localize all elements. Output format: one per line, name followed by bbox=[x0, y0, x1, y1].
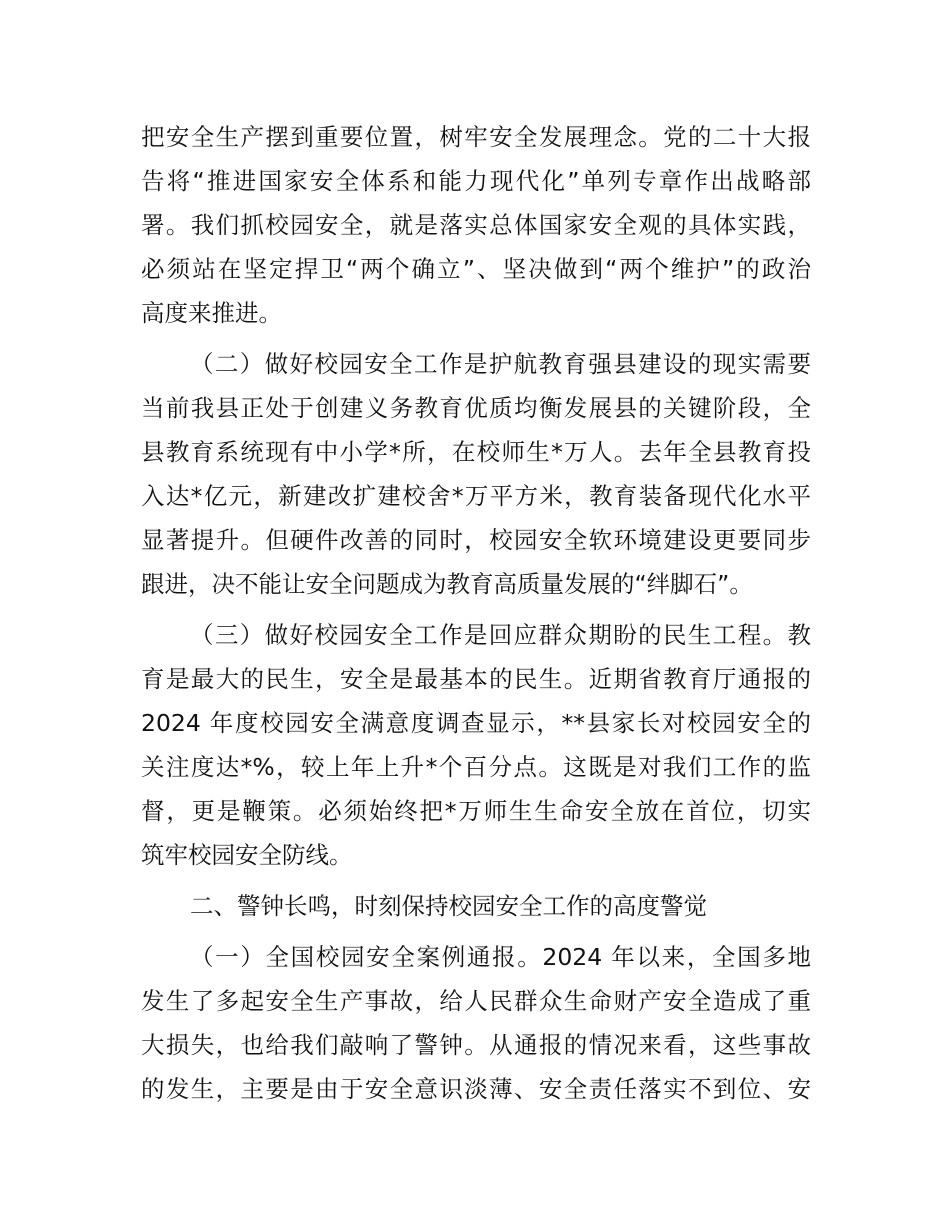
text-line: 2024 年度校园安全满意度调查显示，**县家长对校园安全的 bbox=[141, 709, 811, 737]
subheading-line: （三）做好校园安全工作是回应群众期盼的民生工程。教 bbox=[190, 621, 811, 649]
text-line: 督，更是鞭策。必须始终把*万师生生命安全放在首位，切实 bbox=[141, 797, 811, 825]
text-line: 告将“推进国家安全体系和能力现代化”单列专章作出战略部 bbox=[141, 167, 811, 195]
text-line: 县教育系统现有中小学*所，在校师生*万人。去年全县教育投 bbox=[141, 438, 811, 466]
text-line: 高度来推进。 bbox=[141, 299, 282, 327]
section-heading: 二、警钟长鸣，时刻保持校园安全工作的高度警觉 bbox=[190, 892, 707, 920]
text-line: 把安全生产摆到重要位置，树牢安全发展理念。党的二十大报 bbox=[141, 123, 811, 151]
text-line: 大损失，也给我们敲响了警钟。从通报的情况来看，这些事故 bbox=[141, 1031, 811, 1059]
text-line: 入达*亿元，新建改扩建校舍*万平方米，教育装备现代化水平 bbox=[141, 482, 811, 510]
text-line: 署。我们抓校园安全，就是落实总体国家安全观的具体实践， bbox=[141, 211, 811, 239]
text-line: 关注度达*%，较上年上升*个百分点。这既是对我们工作的监 bbox=[141, 753, 811, 781]
text-line: 筑牢校园安全防线。 bbox=[141, 841, 353, 869]
text-line: 跟进，决不能让安全问题成为教育高质量发展的“绊脚石”。 bbox=[141, 570, 753, 598]
text-line: 当前我县正处于创建义务教育优质均衡发展县的关键阶段，全 bbox=[141, 394, 811, 422]
subheading-line: （二）做好校园安全工作是护航教育强县建设的现实需要 bbox=[190, 350, 811, 378]
text-line: 必须站在坚定捍卫“两个确立”、坚决做到“两个维护”的政治 bbox=[141, 255, 811, 283]
text-line: 育是最大的民生，安全是最基本的民生。近期省教育厅通报的 bbox=[141, 665, 811, 693]
subheading-line: （一）全国校园安全案例通报。2024 年以来，全国多地 bbox=[190, 943, 811, 971]
text-line: 的发生，主要是由于安全意识淡薄、安全责任落实不到位、安 bbox=[141, 1075, 811, 1103]
text-line: 发生了多起安全生产事故，给人民群众生命财产安全造成了重 bbox=[141, 987, 811, 1015]
text-line: 显著提升。但硬件改善的同时，校园安全软环境建设更要同步 bbox=[141, 526, 811, 554]
